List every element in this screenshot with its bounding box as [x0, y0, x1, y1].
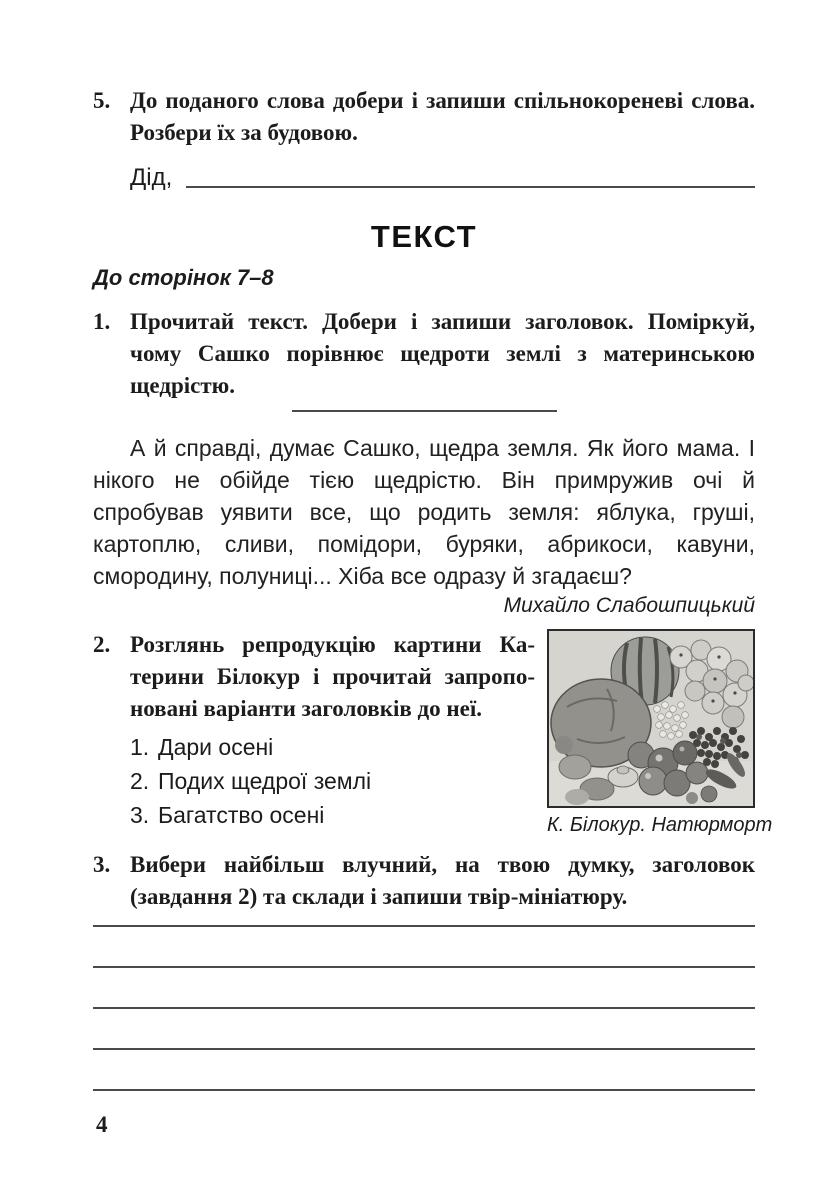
task-2-text: Розглянь репродукцію картини Катерини Білокур і прочитай запропоновані варіанти заголовків до неї.: [130, 632, 535, 721]
task-2-column: [93, 629, 535, 837]
task-2-row: [93, 629, 773, 837]
still-life-image: [547, 629, 755, 808]
page-number: 4: [96, 1112, 108, 1137]
task-5-number: 5.: [93, 88, 111, 113]
option-3-label: Багатство осені: [158, 802, 325, 828]
reading-text: А й справді, думає Сашко, щедра земля. Як його мама. І нікого не обійде тією щедрістю. Він примружив очі й спробував уявити все, що родить земля: яблука, груші, картоплю, сливи, помідори, буряки, абрикоси, кавуни, смородину, полуниці... Хіба все одразу й згадаєш?: [93, 435, 755, 589]
page-content: [93, 85, 773, 1091]
option-3-number: 3.: [130, 802, 150, 828]
title-options-list: [130, 730, 535, 832]
title-option-3: [130, 798, 535, 832]
option-2-number: 2.: [130, 768, 150, 794]
task-1-text: Прочитай текст. Добери і запиши заголовок. Поміркуй, чому Сашко порівнює щедроти землі з материнською щедрістю.: [130, 309, 755, 398]
task-3-number: 3.: [93, 852, 111, 877]
writing-line: [93, 1009, 755, 1050]
option-1-number: 1.: [130, 734, 150, 760]
painting-figure: [547, 629, 773, 837]
title-blank-line: [292, 410, 557, 412]
writing-line: [93, 913, 755, 927]
task-2-number: 2.: [93, 632, 111, 657]
task-1: [93, 306, 755, 402]
fill-in-blank-line: [186, 186, 755, 188]
title-option-1: [130, 730, 535, 764]
figure-caption: К. Білокур. Натюрморт: [547, 814, 773, 836]
task-5-text: До поданого слова добери і запиши спільнокореневі слова. Розбери їх за будовою.: [130, 88, 755, 145]
fill-in-row: [130, 163, 755, 193]
task-3-text: Вибери найбільш влучний, на твою думку, заголовок (завдання 2) та склади і запиши твір-мініатюру.: [130, 852, 755, 909]
section-heading: ТЕКСТ: [370, 219, 478, 254]
writing-line: [93, 927, 755, 968]
task-3: [93, 849, 755, 913]
fill-in-word: Дід,: [130, 164, 173, 191]
task-2: [93, 629, 535, 725]
task-1-number: 1.: [93, 309, 111, 334]
writing-lines: [93, 913, 755, 1091]
still-life-art: [549, 631, 753, 806]
option-1-label: Дари осені: [158, 734, 274, 760]
pages-reference: До сторінок 7–8: [93, 265, 274, 290]
task-5: [93, 85, 755, 149]
option-2-label: Подих щедрої землі: [158, 768, 372, 794]
writing-line: [93, 1050, 755, 1091]
writing-line: [93, 968, 755, 1009]
title-option-2: [130, 764, 535, 798]
author-name: Михайло Слабошпицький: [503, 594, 755, 617]
